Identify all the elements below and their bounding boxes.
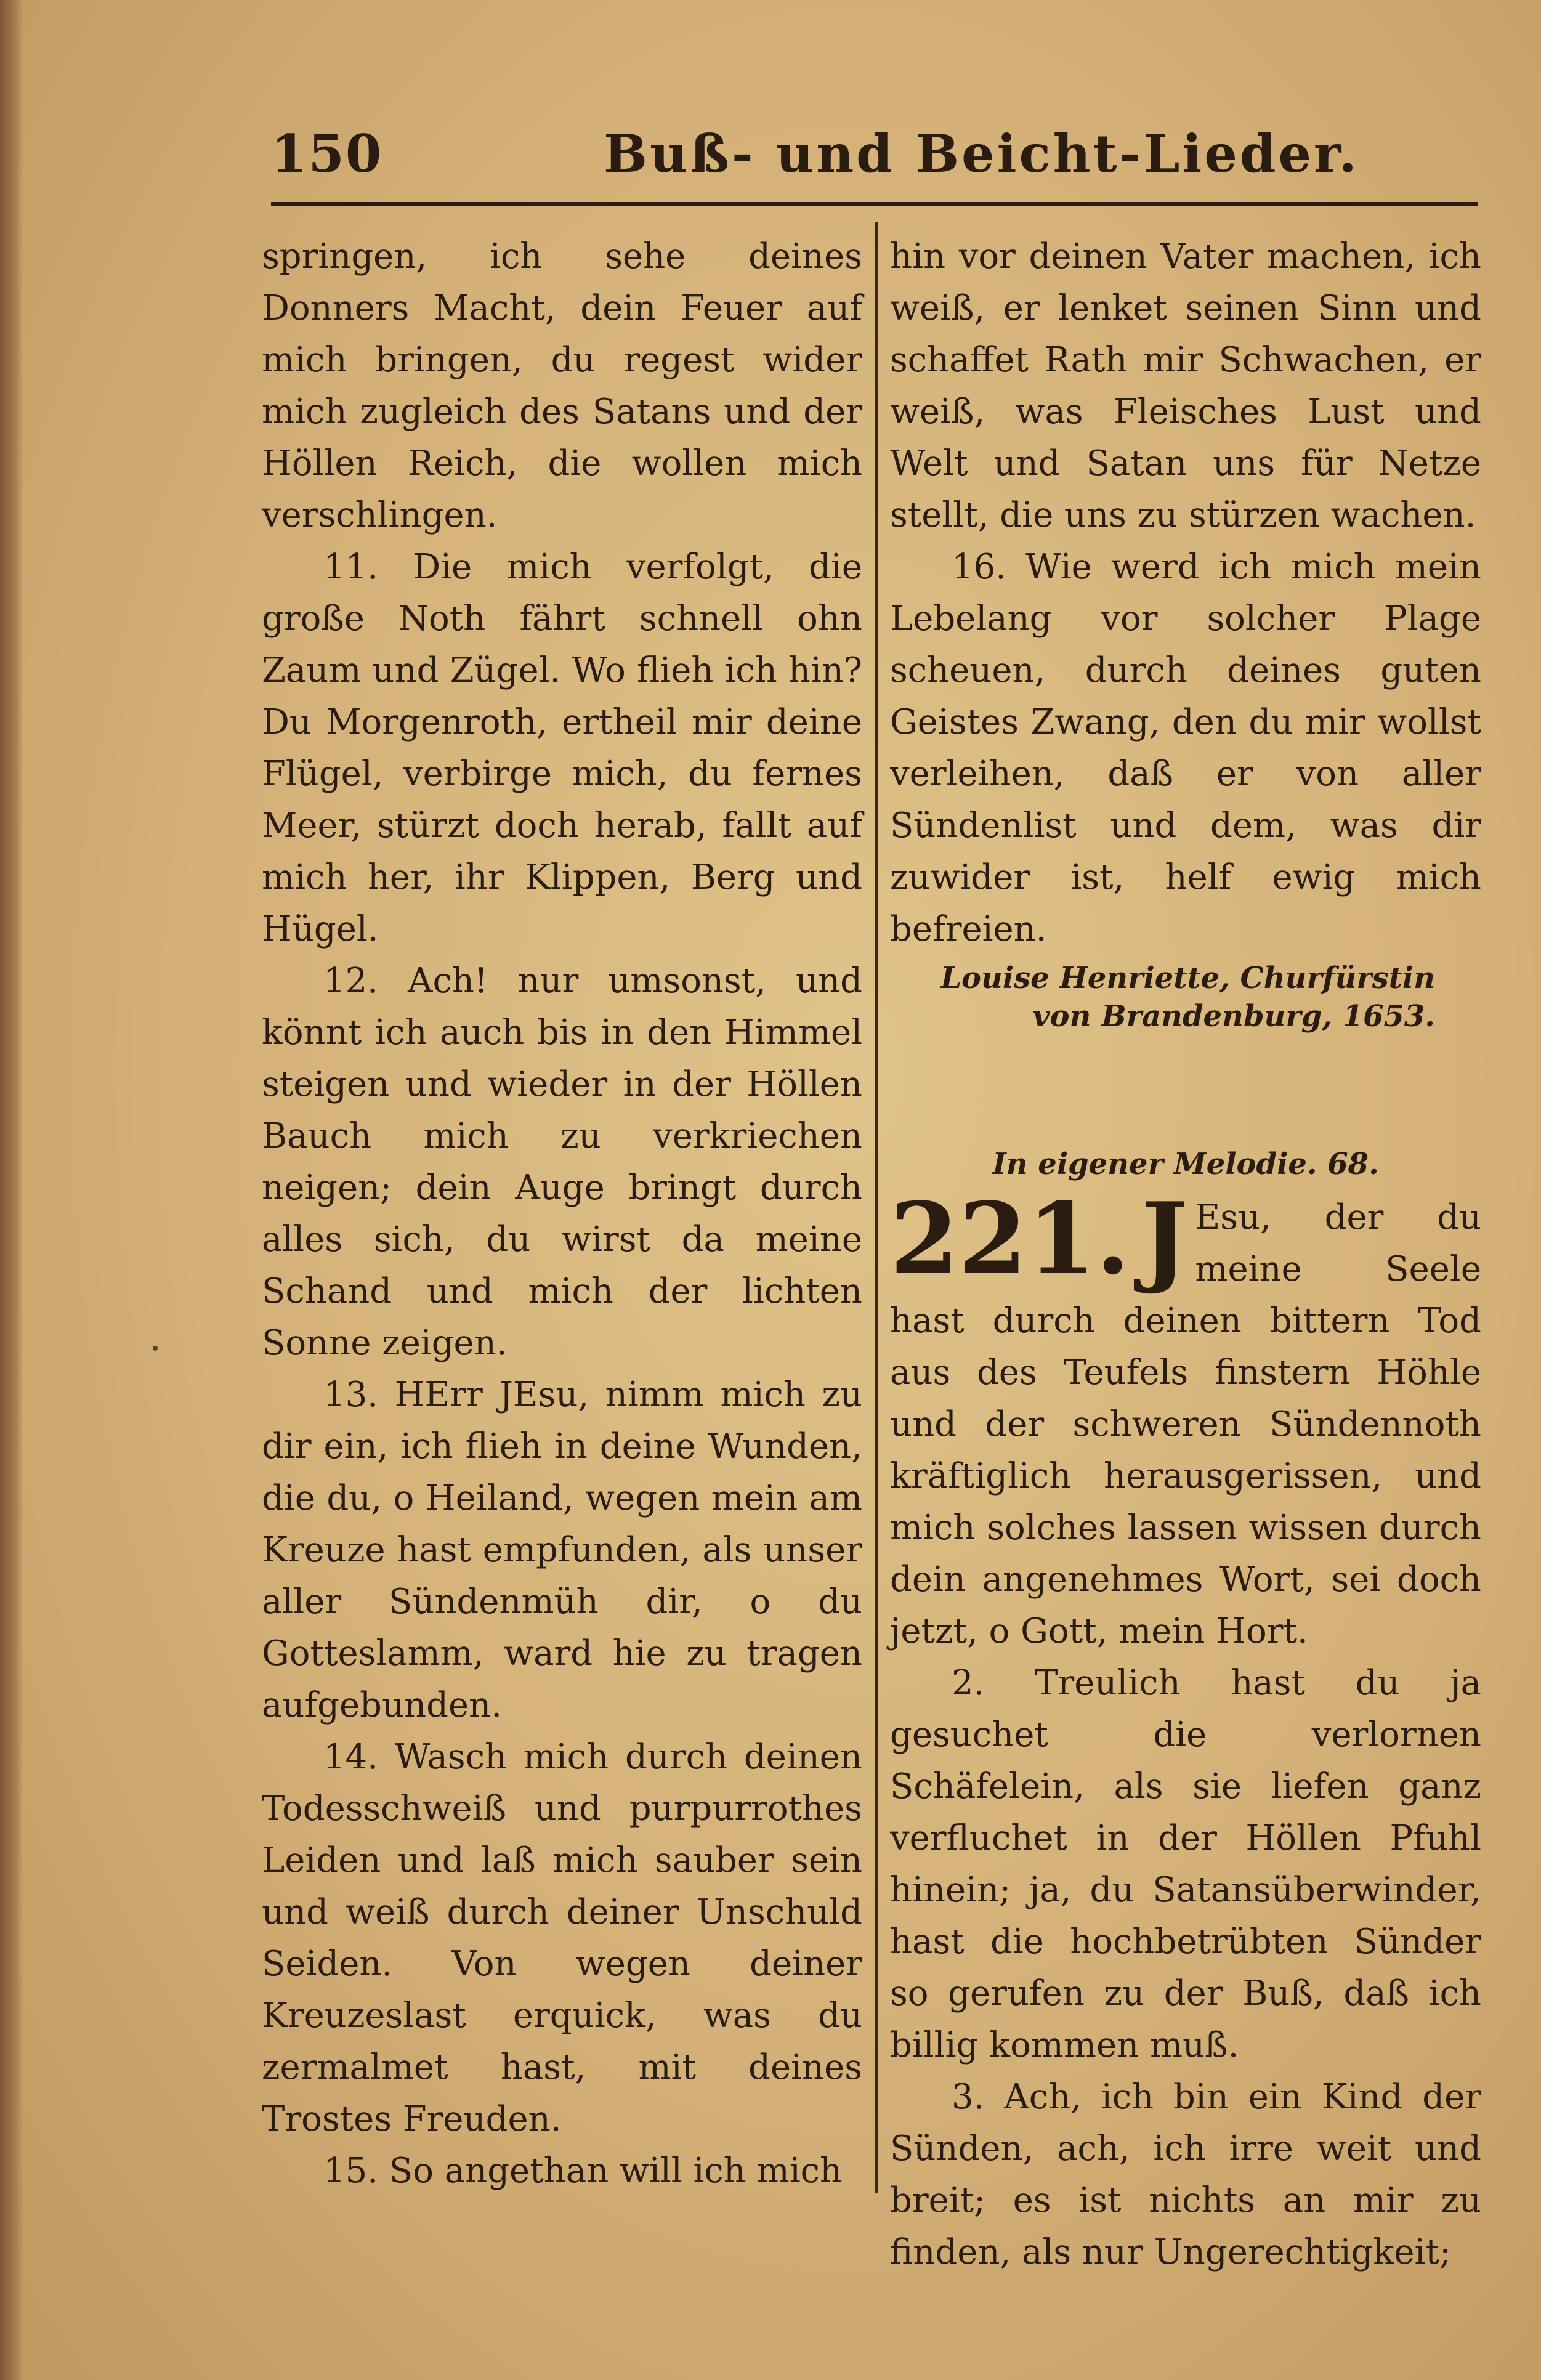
melody-note: In eigener Melodie. 68. <box>992 1147 1379 1181</box>
hymn-221-verse-1 <box>890 1181 1481 1658</box>
hymn-first-verse-text: Esu, der du meine Seele hast durch deinen bittern Tod aus des Teufels finstern Höhle und der schweren Sündennoth kräftiglich herausgerissen, und mich solches lassen wissen durch dein angenehmes Wort, sei doch jetzt, o Gott, mein Hort. <box>890 1197 1481 1651</box>
verse-16: 16. Wie werd ich mich mein Lebelang vor solcher Plage scheuen, durch deines guten Geistes Zwang, den du mir wollst verleihen, daß er von aller Sündenlist und dem, was dir zuwider ist, helf ewig mich befreien. <box>890 547 1481 949</box>
page-number: 150 <box>271 123 383 184</box>
running-title: Buß- und Beicht-Lieder. <box>604 123 1359 184</box>
verse-12: 12. Ach! nur umsonst, und könnt ich auch bis in den Himmel steigen und wieder in der Höllen Bauch mich zu verkriechen neigen; dein Auge bringt durch alles sich, du wirst da meine Schand und mich der lichten Sonne zeigen. <box>262 961 862 1363</box>
verse-14: 14. Wasch mich durch deinen Todesschweiß und purpurrothes Leiden und laß mich sauber sein und weiß durch deiner Unschuld Seiden. Von wegen deiner Kreuzeslast erquick, was du zermalmet hast, mit deines Trostes Freuden. <box>262 1737 862 2139</box>
hymn-number: 221. <box>890 1181 1130 1297</box>
verse-11: 11. Die mich verfolgt, die große Noth fährt schnell ohn Zaum und Zügel. Wo flieh ich hin? Du Morgenroth, ertheil mir deine Flügel, verbirge mich, du fernes Meer, stürzt doch herab, fallt auf mich her, ihr Klippen, Berg und Hügel. <box>262 547 862 949</box>
page-edge-shadow <box>0 0 23 2380</box>
hymn-drop-initial: J <box>1141 1181 1188 1297</box>
right-column <box>890 231 1481 2278</box>
author-byline: Louise Henriette, Churfürstin von Brandenburg, 1653. <box>940 961 1435 1034</box>
verse-13: 13. HErr JEsu, nimm mich zu dir ein, ich flieh in deine Wunden, die du, o Heiland, wegen mein am Kreuze hast empfunden, als unser aller Sündenmüh dir, o du Gotteslamm, ward hie zu tragen aufgebunden. <box>262 1375 862 1725</box>
column-divider <box>875 222 878 2193</box>
verse-15-continuation: hin vor deinen Vater machen, ich weiß, er lenket seinen Sinn und schaffet Rath mir Schwachen, er weiß, was Fleisches Lust und Welt und Satan uns für Netze stellt, die uns zu stürzen wachen. <box>890 237 1481 535</box>
verse-15-start: 15. So angethan will ich mich <box>323 2151 843 2191</box>
paper-speck <box>153 1346 158 1351</box>
page-header <box>271 117 1478 185</box>
verse-continuation: springen, ich sehe deines Donners Macht, dein Feuer auf mich bringen, du regest wider mich zugleich des Satans und der Höllen Reich, die wollen mich verschlingen. <box>262 237 862 535</box>
left-column <box>262 231 862 2197</box>
header-rule <box>271 202 1478 206</box>
hymn-221-verse-2: 2. Treulich hast du ja gesuchet die verlornen Schäfelein, als sie liefen ganz verfluchet in der Höllen Pfuhl hinein; ja, du Satansüberwinder, hast die hochbetrübten Sünder so gerufen zu der Buß, daß ich billig kommen muß. <box>890 1663 1481 2065</box>
hymn-221-verse-3: 3. Ach, ich bin ein Kind der Sünden, ach, ich irre weit und breit; es ist nichts an mir zu finden, als nur Ungerechtigkeit; <box>890 2077 1481 2272</box>
